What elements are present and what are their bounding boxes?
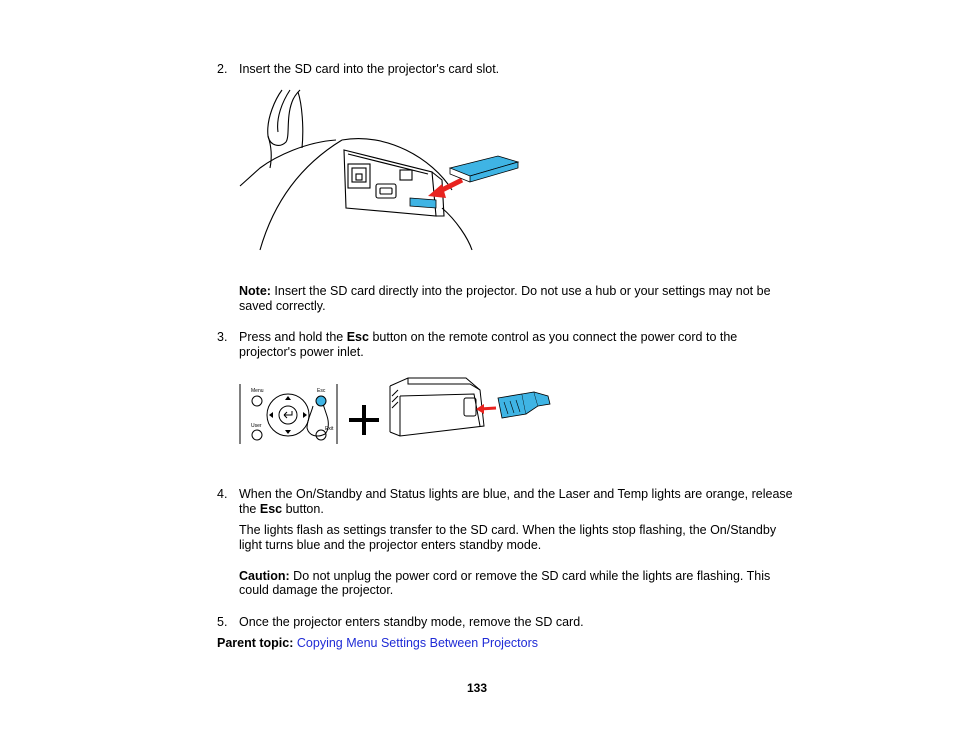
step-number: 5.: [217, 615, 228, 629]
note-label: Note:: [239, 284, 271, 298]
parent-topic-link[interactable]: Copying Menu Settings Between Projectors: [296, 636, 538, 650]
step-text: When the On/Standby and Status lights are blue, and the Laser and Temp lights are orange, release: [239, 487, 793, 501]
step-number: 4.: [217, 487, 228, 501]
note-text: Insert the SD card directly into the projector. Do not use a hub or your settings may not be: [270, 284, 771, 298]
note-text-line2: saved correctly.: [239, 299, 326, 313]
page-number: 133: [467, 681, 488, 695]
step-detail-line1: The lights flash as settings transfer to the SD card. When the lights stop flashing, the On/Standby: [239, 523, 777, 537]
step-number: 2.: [217, 62, 228, 76]
remote-esc-label: Esc: [317, 388, 326, 394]
caution-label: Caution:: [239, 569, 290, 583]
step-text-post: button.: [282, 502, 324, 516]
step-text-post: button on the remote control as you connect the power cord to the: [368, 330, 738, 344]
power-cord-illustration: [388, 376, 552, 448]
esc-key-label: Esc: [346, 330, 369, 344]
note: [239, 284, 771, 299]
parent-topic-label: Parent topic:: [217, 636, 294, 650]
plus-icon: [347, 403, 381, 437]
step-text: [239, 330, 737, 345]
step-text-line2: projector's power inlet.: [239, 345, 364, 359]
remote-exit-label: Exit: [325, 426, 334, 432]
remote-user-label: User: [251, 423, 262, 429]
caution: [239, 569, 770, 584]
step-text: Insert the SD card into the projector's card slot.: [239, 62, 500, 76]
caution-text-line2: could damage the projector.: [239, 583, 394, 597]
step-text-line2: [239, 502, 324, 517]
esc-key-label: Esc: [259, 502, 283, 516]
sd-card-insertion-illustration: [236, 88, 526, 254]
caution-text: Do not unplug the power cord or remove the SD card while the lights are flashing. This: [289, 569, 771, 583]
step-text: Once the projector enters standby mode, remove the SD card.: [239, 615, 584, 629]
remote-menu-label: Menu: [251, 388, 264, 394]
step-number: 3.: [217, 330, 228, 344]
parent-topic: [217, 636, 538, 651]
step-text-pre: the: [239, 502, 260, 516]
remote-control-illustration: [237, 384, 341, 446]
step-text-pre: Press and hold the: [239, 330, 347, 344]
step-detail-line2: light turns blue and the projector enters standby mode.: [239, 538, 542, 552]
